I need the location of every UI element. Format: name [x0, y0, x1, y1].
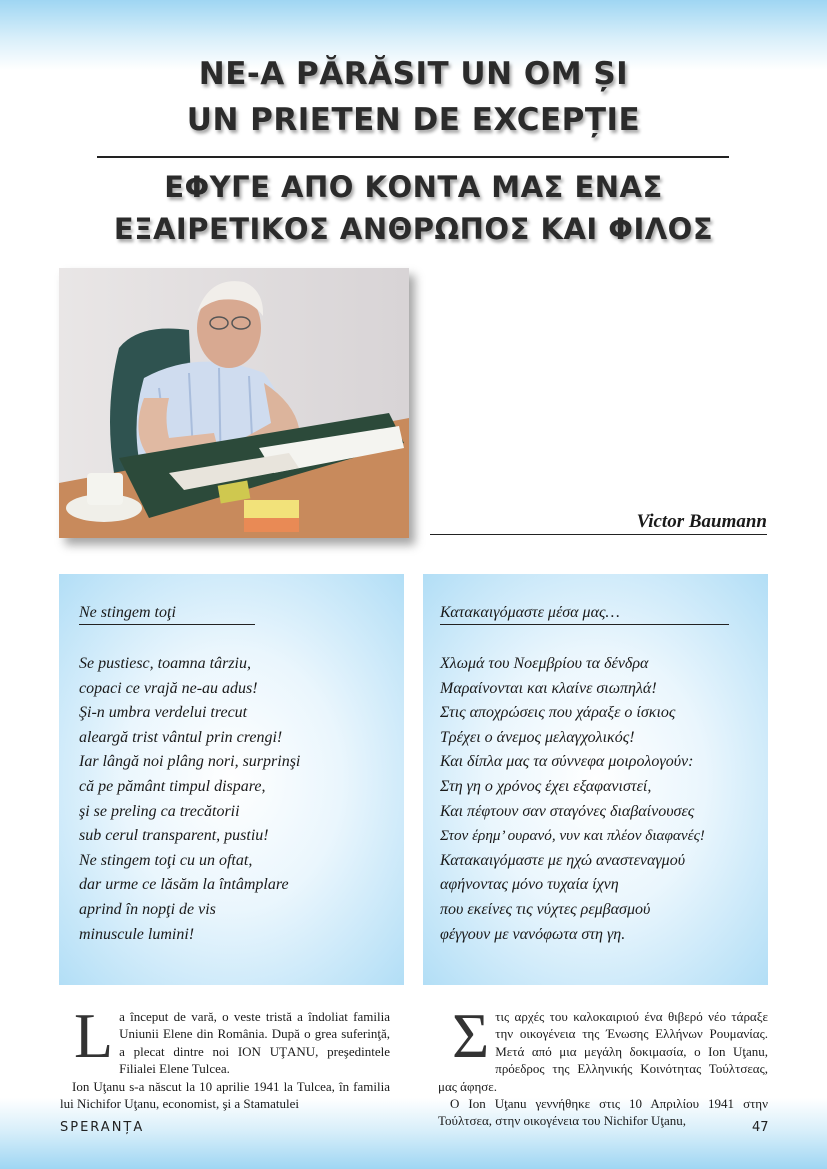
paragraph-text: τις αρχές του καλοκαιριού ένα θιβερό νέο τάραξε την οικογένεια της Ένωσης Ελλήνων Ρουμανίας. Μετά από μια μεγάλη δοκιμασία, ο Ion Uţanu, πρόεδρος της Ελληνικής Κοινότητας Τούλτσεας, μας άφησε.: [438, 1009, 768, 1094]
poem-line: Iar lângă noi plâng nori, surprinşi: [79, 753, 301, 771]
article-body-romanian: [60, 1000, 390, 1112]
poem-line: Κατακαιγόμαστε με ηχώ αναστεναγμού: [440, 851, 686, 869]
author-name: Victor Baumann: [430, 511, 767, 535]
publication-name: SPERANȚA: [60, 1120, 145, 1135]
poem-line: που εκείνες τις νύχτες ρεμβασμού: [440, 900, 651, 918]
poem-line: Και πέφτουν σαν σταγόνες διαβαίνουσες: [440, 802, 695, 820]
poem-lines: [79, 652, 300, 947]
portrait-photo: [59, 268, 409, 538]
poem-line: minuscule lumini!: [79, 925, 195, 943]
poem-line: sub cerul transparent, pustiu!: [79, 827, 269, 845]
poem-line: Μαραίνονται και κλαίνε σιωπηλά!: [440, 679, 657, 697]
title-divider: [97, 156, 729, 158]
drop-cap: L: [74, 1000, 114, 1071]
article-paragraph: Ο Ion Uţanu γεννήθηκε στις 10 Απριλίου 1941 στην Τούλτσεα, στην οικογένεια του Nichifor Uţanu,: [438, 1096, 768, 1129]
title-greek-line-2: ΕΞΑΙΡΕΤΙΚΟΣ ΑΝΘΡΩΠΟΣ ΚΑΙ ΦΙΛΟΣ: [113, 212, 714, 246]
poem-box-romanian: [59, 574, 404, 985]
poem-line: Se pustiesc, toamna târziu,: [79, 655, 251, 672]
poem-line: Στη γη ο χρόνος έχει εξαφανιστεί,: [440, 777, 652, 795]
poem-line: Και δίπλα μας τα σύννεφα μοιρολογούν:: [440, 753, 694, 771]
poem-line: Στον έρημ’ ουρανό, νυν και πλέον διαφανές!: [440, 827, 705, 845]
poem-box-greek: [423, 574, 768, 985]
poem-line: Τρέχει ο άνεμος μελαγχολικός!: [440, 728, 635, 746]
poem-line: Χλωμά του Νοεμβρίου τα δένδρα: [440, 655, 649, 672]
poem-title: Κατακαιγόμαστε μέσα μας…: [440, 604, 729, 625]
article-paragraph: Ion Uţanu s-a născut la 10 aprilie 1941 la Tulcea, în familia lui Nichifor Uţanu, economist, şi a Stamatulei: [60, 1078, 390, 1112]
poem-line: aleargă trist vântul prin crengi!: [79, 728, 283, 746]
poem-line: φέγγουν με νανόφωτα στη γη.: [440, 925, 626, 943]
article-paragraph: [438, 1000, 768, 1095]
poem-line: αφήνοντας μόνο τυχαία ίχνη: [440, 876, 619, 894]
title-romanian-line-1: NE-A PĂRĂSIT UN OM ȘI: [198, 56, 629, 92]
title-greek-line-1: ΕΦΥΓΕ ΑΠΟ ΚΟΝΤΑ ΜΑΣ ΕΝΑΣ: [164, 170, 663, 204]
poem-line: Στις αποχρώσεις που χάραξε ο ίσκιος: [440, 704, 676, 722]
drop-cap: Σ: [452, 1000, 490, 1071]
page-number: 47: [752, 1120, 769, 1135]
poem-title: Ne stingem toţi: [79, 604, 255, 625]
poem-line: că pe pământ timpul dispare,: [79, 777, 266, 795]
poem-lines: [440, 652, 705, 947]
poem-line: dar urme ce lăsăm la întâmplare: [79, 876, 289, 894]
poem-line: şi se preling ca trecătorii: [79, 802, 240, 820]
title-romanian-line-2: UN PRIETEN DE EXCEPȚIE: [186, 102, 641, 138]
poem-line: aprind în nopţi de vis: [79, 900, 216, 918]
poem-line: Şi-n umbra verdelui trecut: [79, 704, 248, 722]
poem-line: Ne stingem toţi cu un oftat,: [79, 851, 253, 869]
article-body-greek: [438, 1000, 768, 1130]
article-paragraph: [60, 1000, 390, 1078]
paragraph-text: a început de vară, o veste tristă a îndoliat familia Uniunii Elene din România. După o grea suferinţă, a plecat dintre noi ION UŢANU, preşedintele Filialei Elene Tulcea.: [119, 1009, 390, 1077]
poem-line: copaci ce vrajă ne-au adus!: [79, 679, 258, 697]
